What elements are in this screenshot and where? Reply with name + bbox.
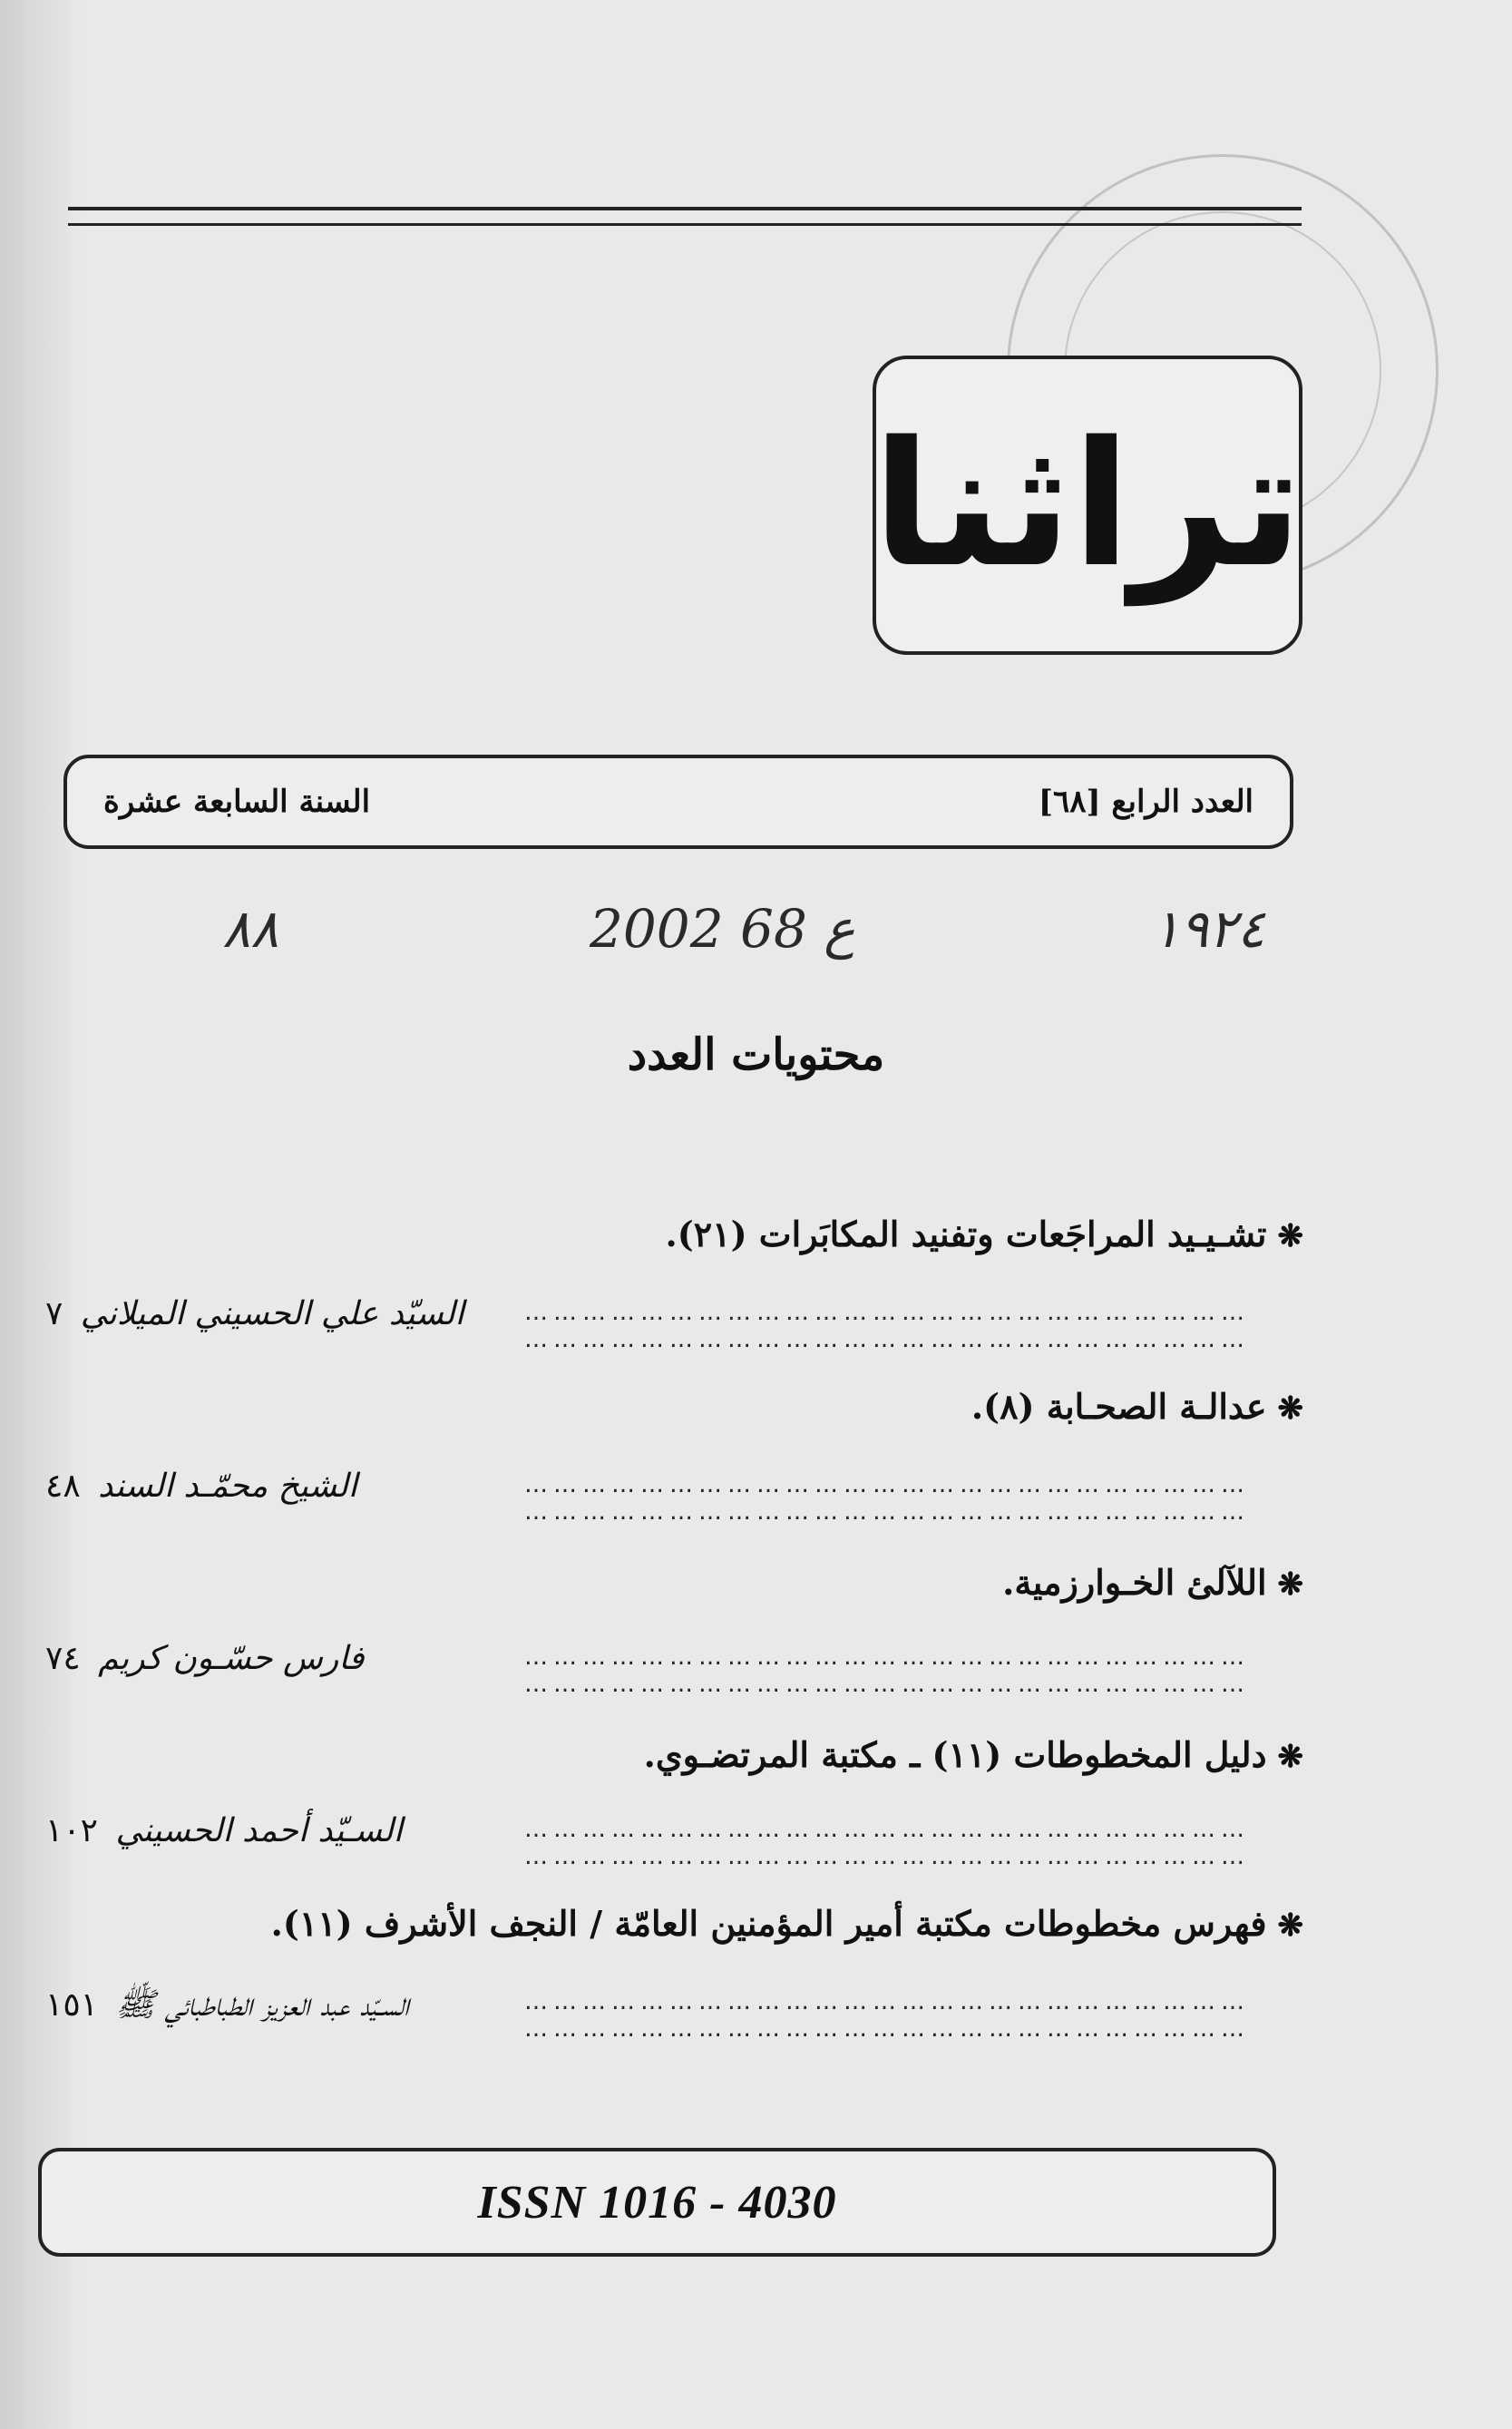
- leader-dots: …………………………………………………………………: [524, 1671, 1250, 1698]
- publication-year: السنة السابعة عشرة: [103, 784, 371, 820]
- author-name: الشيخ محمّـد السند: [98, 1468, 357, 1505]
- contents-heading: محتويات العدد: [627, 1029, 885, 1080]
- journal-title-box: [873, 356, 1302, 655]
- issn-box: [38, 2148, 1276, 2257]
- article-title-text: اللآلئ الخـوارزمية.: [1002, 1562, 1267, 1603]
- article-title-2: [971, 1386, 1303, 1427]
- article-author-3: [45, 1640, 499, 1677]
- handwritten-call-number: ١٩٢٤: [1152, 898, 1265, 960]
- article-author-1: [45, 1295, 499, 1332]
- article-title-text: تشـيـيد المراجَعات وتفنيد المكابَرات (٢١).: [665, 1214, 1267, 1254]
- handwritten-code: 2002 ع 68: [590, 898, 855, 960]
- article-title-3: [1002, 1562, 1303, 1603]
- handwritten-ref: ٨٨: [222, 898, 279, 960]
- page-number: ٧٤: [45, 1640, 81, 1677]
- bullet-star-icon: ❋: [1277, 1218, 1303, 1254]
- header-rule-bottom: [68, 223, 1302, 226]
- journal-title: تراثنا: [872, 405, 1303, 605]
- issue-number: العدد الرابع [٦٨]: [1038, 784, 1253, 820]
- article-title-text: دليل المخطوطات (١١) ـ مكتبة المرتضـوي.: [643, 1734, 1267, 1775]
- article-author-4: [45, 1812, 499, 1849]
- leader-dots: …………………………………………………………………: [524, 1498, 1250, 1526]
- leader-dots: …………………………………………………………………: [524, 1326, 1250, 1353]
- article-author-5: [45, 1985, 499, 2032]
- article-title-text: فهرس مخطوطات مكتبة أمير المؤمنين العامّة / النجف الأشرف (١١).: [270, 1903, 1267, 1944]
- article-title-text: عدالـة الصحـابة (٨).: [971, 1386, 1267, 1427]
- author-name: السـيّد عبد العزيز الطباطبائي ﷺ: [115, 1986, 409, 2024]
- issn-number: ISSN 1016 - 4030: [477, 2176, 837, 2229]
- leader-dots: …………………………………………………………………: [524, 2015, 1250, 2043]
- article-title-1: [666, 1214, 1303, 1254]
- author-name: السيّد علي الحسيني الميلاني: [80, 1295, 464, 1332]
- leader-dots: …………………………………………………………………: [524, 1644, 1250, 1671]
- leader-dots: …………………………………………………………………: [524, 1843, 1250, 1870]
- page-number: ٧: [45, 1295, 63, 1332]
- page-number: ١٠٢: [45, 1812, 99, 1849]
- header-rule-top: [68, 207, 1302, 210]
- page-number: ٤٨: [45, 1468, 81, 1505]
- author-name: السـيّد أحمد الحسيني: [115, 1812, 403, 1849]
- leader-dots: …………………………………………………………………: [524, 1988, 1250, 2015]
- issue-info-box: [63, 755, 1293, 849]
- article-title-5: [271, 1903, 1303, 1944]
- leader-dots: …………………………………………………………………: [524, 1299, 1250, 1326]
- leader-dots: …………………………………………………………………: [524, 1816, 1250, 1843]
- page-gutter-shadow: [0, 0, 82, 2429]
- leader-dots: …………………………………………………………………: [524, 1471, 1250, 1498]
- article-title-4: [644, 1734, 1303, 1775]
- bullet-star-icon: ❋: [1277, 1739, 1303, 1775]
- page-number: ١٥١: [45, 1986, 99, 2024]
- article-author-2: [45, 1468, 499, 1505]
- bullet-star-icon: ❋: [1277, 1390, 1303, 1427]
- bullet-star-icon: ❋: [1277, 1907, 1303, 1944]
- bullet-star-icon: ❋: [1277, 1566, 1303, 1603]
- author-name: فارس حسّـون كريم: [98, 1640, 365, 1677]
